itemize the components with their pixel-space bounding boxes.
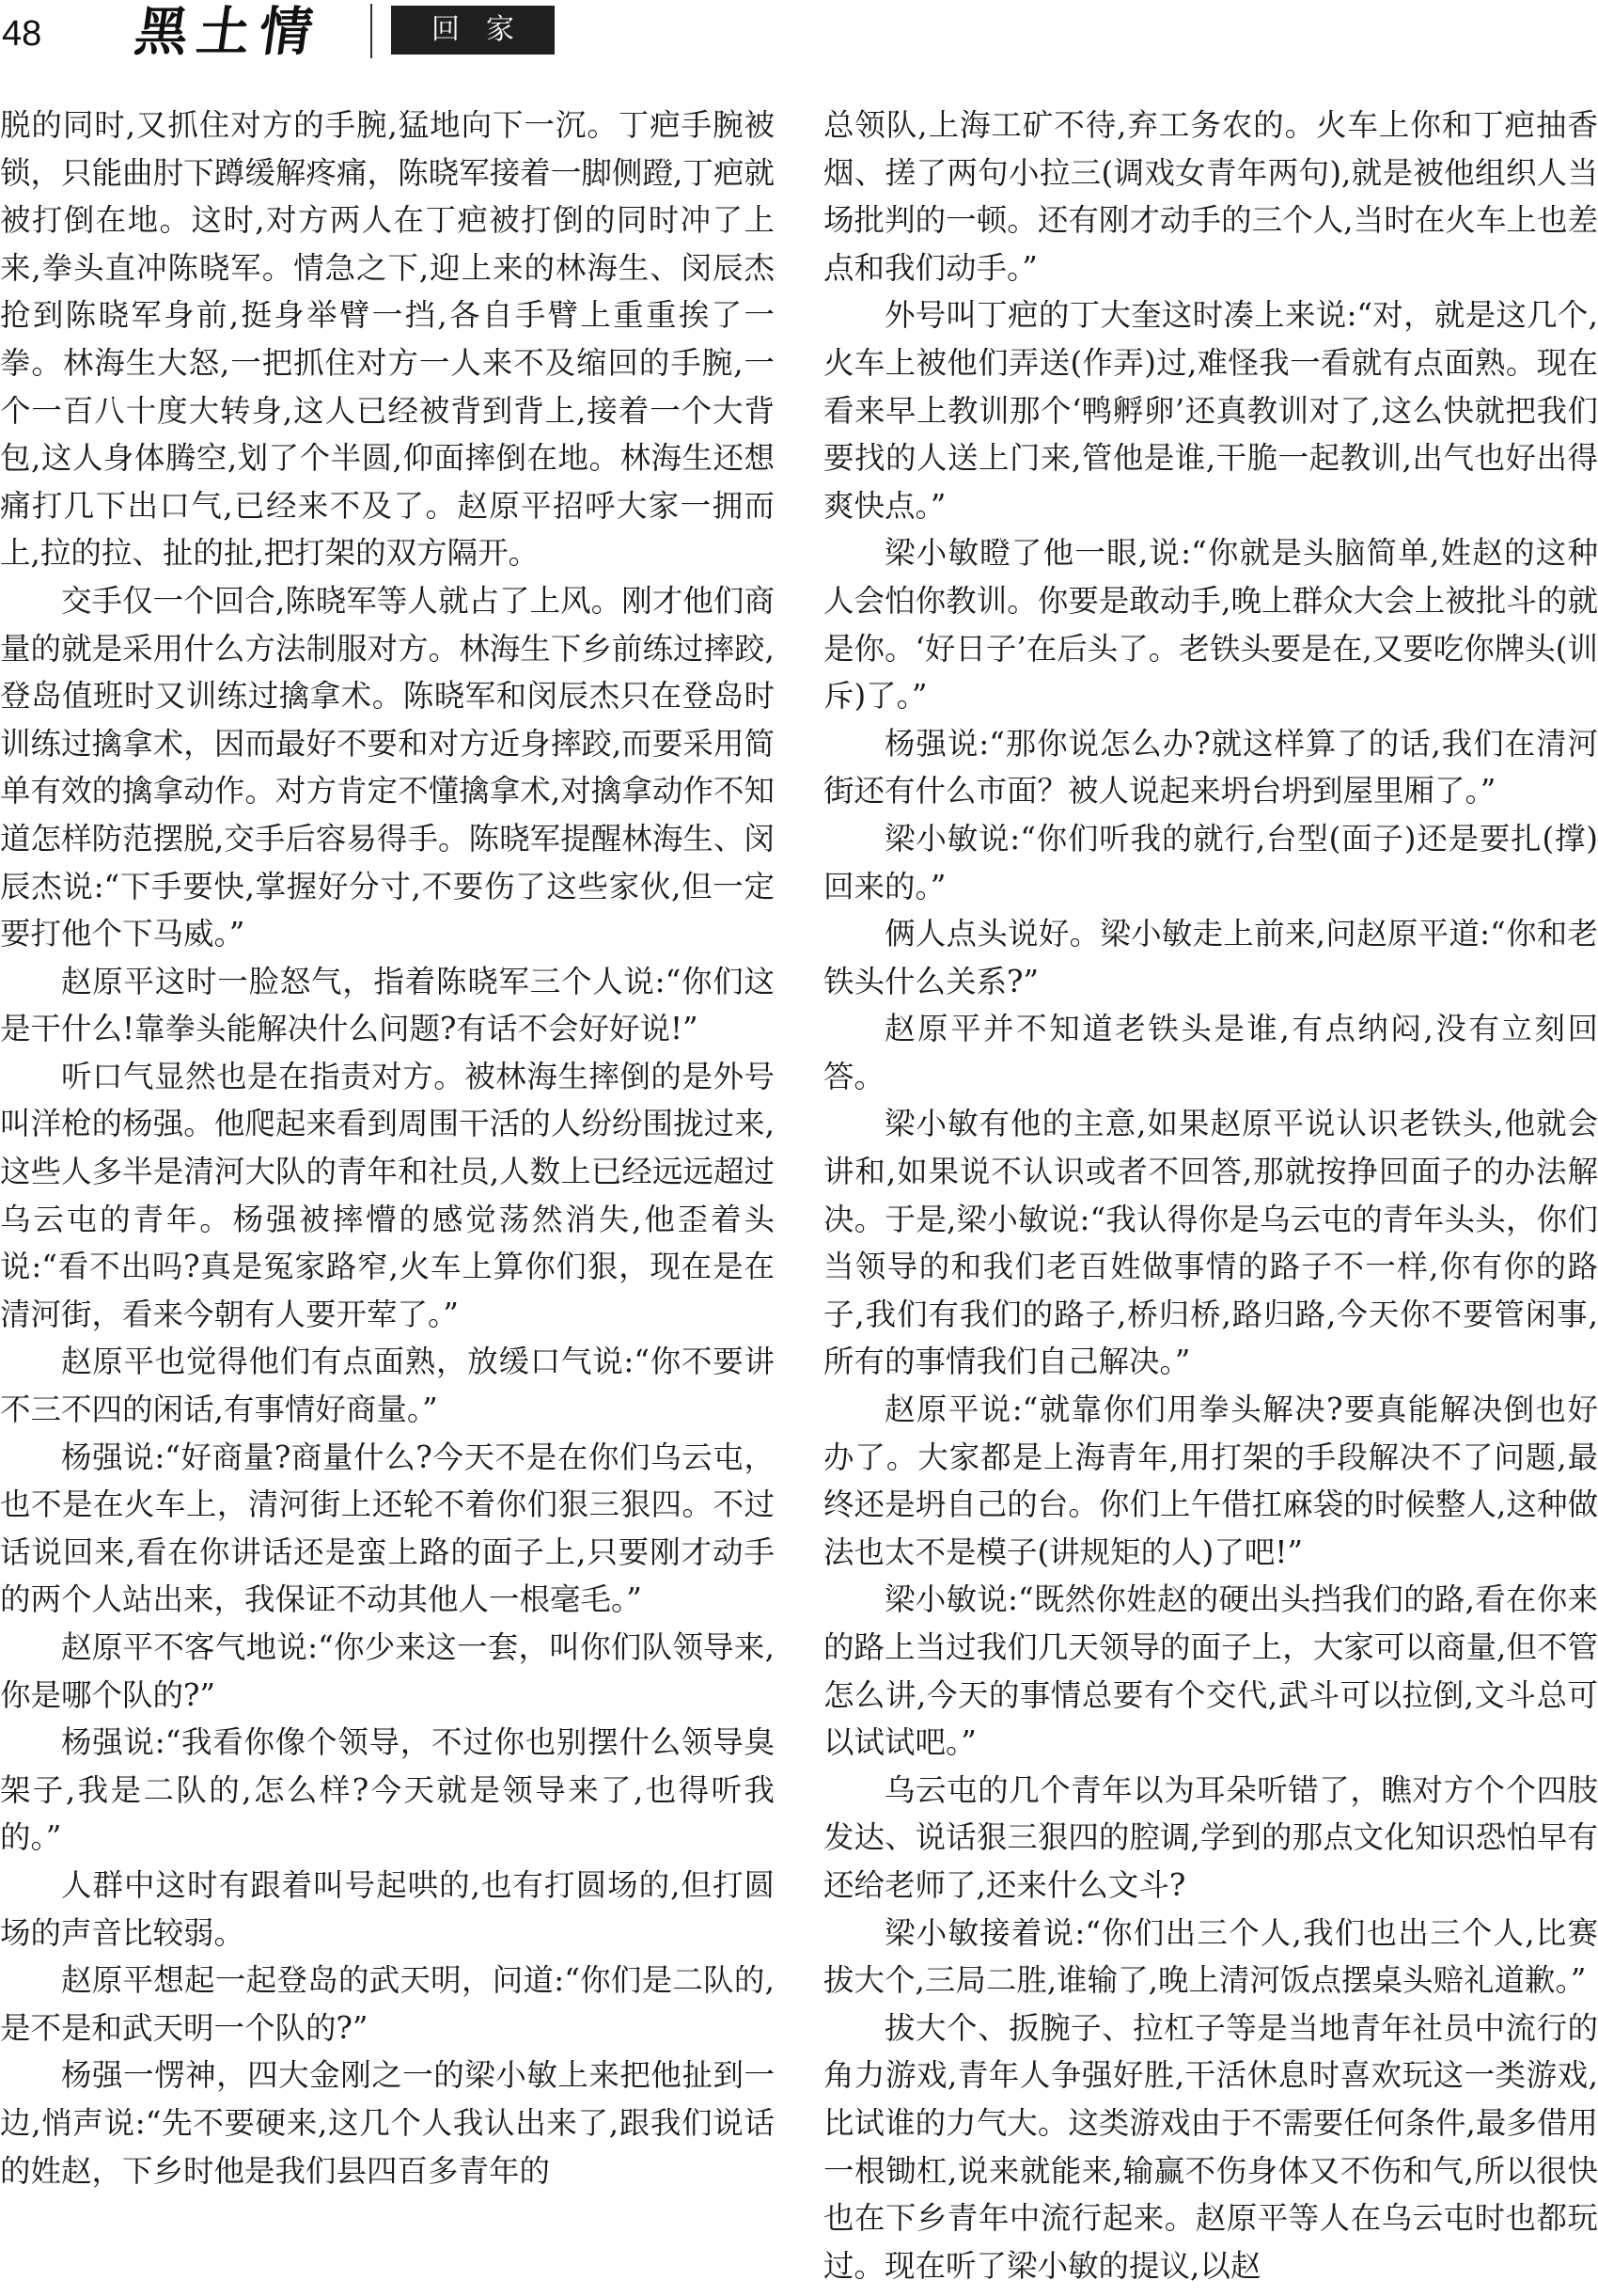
- left-column: [0, 102, 775, 2194]
- paragraph: 脱的同时,又抓住对方的手腕,猛地向下一沉。丁疤手腕被锁，只能曲肘下蹲缓解疼痛，陈晓军接着一脚侧蹬,丁疤就被打倒在地。这时,对方两人在丁疤被打倒的同时冲了上来,拳头直冲陈晓军。情急之下,迎上来的林海生、闵辰杰抢到陈晓军身前,挺身举臂一挡,各自手臂上重重挨了一拳。林海生大怒,一把抓住对方一人来不及缩回的手腕,一个一百八十度大转身,这人已经被背到背上,接着一个大背包,这人身体腾空,划了个半圆,仰面摔倒在地。林海生还想痛打几下出口气,已经来不及了。赵原平招呼大家一拥而上,拉的拉、扯的扯,把打架的双方隔开。: [0, 107, 775, 572]
- paragraph: 梁小敏有他的主意,如果赵原平说认识老铁头,他就会讲和,如果说不认识或者不回答,那就按挣回面子的办法解决。于是,梁小敏说:“我认得你是乌云屯的青年头头，你们当领导的和我们老百姓做事情的路子不一样,你有你的路子,我们有我们的路子,桥归桥,路归路,今天你不要管闲事,所有的事情我们自己解决。”: [823, 1106, 1598, 1380]
- paragraph: 赵原平也觉得他们有点面熟，放缓口气说:“你不要讲不三不四的闲话,有事情好商量。”: [0, 1344, 775, 1428]
- paragraph: 杨强一愣神，四大金刚之一的梁小敏上来把他扯到一边,悄声说:“先不要硬来,这几个人我认出来了,跟我们说话的姓赵，下乡时他是我们县四百多青年的: [0, 2057, 775, 2189]
- magazine-logo: 黑土情: [131, 1, 326, 63]
- paragraph: 梁小敏瞪了他一眼,说:“你就是头脑简单,姓赵的这种人会怕你教训。你要是敢动手,晚上群众大会上被批斗的就是你。‘好日子’在后头了。老铁头要是在,又要吃你牌头(训斥)了。”: [823, 535, 1598, 715]
- paragraph: 俩人点头说好。梁小敏走上前来,问赵原平道:“你和老铁头什么关系?”: [823, 916, 1598, 999]
- paragraph: 赵原平说:“就靠你们用拳头解决?要真能解决倒也好办了。大家都是上海青年,用打架的手段解决不了问题,最终还是坍自己的台。你们上午借扛麻袋的时候整人,这种做法也太不是模子(讲规矩的人)了吧!”: [823, 1392, 1598, 1570]
- paragraph: 杨强说:“好商量?商量什么?今天不是在你们乌云屯，也不是在火车上，清河街上还轮不着你们狠三狠四。不过话说回来,看在你讲话还是蛮上路的面子上,只要刚才动手的两个人站出来，我保证不动其他人一根毫毛。”: [0, 1439, 775, 1618]
- page-header: [0, 0, 1598, 68]
- right-column: [823, 102, 1598, 2289]
- paragraph: 赵原平想起一起登岛的武天明，问道:“你们是二队的,是不是和武天明一个队的?”: [0, 1962, 775, 2046]
- paragraph: 赵原平不客气地说:“你少来这一套，叫你们队领导来,你是哪个队的?”: [0, 1629, 775, 1713]
- section-tag: 回家: [391, 6, 555, 55]
- paragraph: 拔大个、扳腕子、拉杠子等是当地青年社员中流行的角力游戏,青年人争强好胜,干活休息时喜欢玩这一类游戏,比试谁的力气大。这类游戏由于不需要任何条件,最多借用一根锄杠,说来就能来,输赢不伤身体又不伤和气,所以很快也在下乡青年中流行起来。赵原平等人在乌云屯时也都玩过。现在听了梁小敏的提议,以赵: [823, 2009, 1598, 2284]
- paragraph: 交手仅一个回合,陈晓军等人就占了上风。刚才他们商量的就是采用什么方法制服对方。林海生下乡前练过摔跤,登岛值班时又训练过擒拿术。陈晓军和闵辰杰只在登岛时训练过擒拿术，因而最好不要和对方近身摔跤,而要采用简单有效的擒拿动作。对方肯定不懂擒拿术,对擒拿动作不知道怎样防范摆脱,交手后容易得手。陈晓军提醒林海生、闵辰杰说:“下手要快,掌握好分寸,不要伤了这些家伙,但一定要打他个下马威。”: [0, 582, 775, 952]
- paragraph: 外号叫丁疤的丁大奎这时凑上来说:“对，就是这几个,火车上被他们弄送(作弄)过,难怪我一看就有点面熟。现在看来早上教训那个‘鸭孵卵’还真教训对了,这么快就把我们要找的人送上门来,管他是谁,干脆一起教训,出气也好出得爽快点。”: [823, 297, 1598, 524]
- page-number: 48: [2, 14, 42, 54]
- paragraph: 杨强说:“那你说怎么办?就这样算了的话,我们在清河街还有什么市面？被人说起来坍台坍到屋里厢了。”: [823, 725, 1598, 810]
- paragraph: 听口气显然也是在指责对方。被林海生摔倒的是外号叫洋枪的杨强。他爬起来看到周围干活的人纷纷围拢过来,这些人多半是清河大队的青年和社员,人数上已经远远超过乌云屯的青年。杨强被摔懵的感觉荡然消失,他歪着头说:“看不出吗?真是冤家路窄,火车上算你们狠，现在是在清河街，看来今朝有人要开荤了。”: [0, 1058, 775, 1332]
- paragraph: 人群中这时有跟着叫号起哄的,也有打圆场的,但打圆场的声音比较弱。: [0, 1866, 775, 1951]
- header-divider: [370, 4, 372, 58]
- paragraph: 赵原平并不知道老铁头是谁,有点纳闷,没有立刻回答。: [823, 1011, 1598, 1094]
- paragraph: 杨强说:“我看你像个领导，不过你也别摆什么领导臭架子,我是二队的,怎么样?今天就是领导来了,也得听我的。”: [0, 1724, 775, 1856]
- paragraph: 梁小敏说:“既然你姓赵的硬出头挡我们的路,看在你来的路上当过我们几天领导的面子上，大家可以商量,但不管怎么讲,今天的事情总要有个交代,武斗可以拉倒,文斗总可以试试吧。”: [823, 1581, 1598, 1761]
- paragraph: 乌云屯的几个青年以为耳朵听错了，瞧对方个个四肢发达、说话狠三狠四的腔调,学到的那点文化知识恐怕早有还给老师了,还来什么文斗?: [823, 1771, 1598, 1903]
- paragraph: 梁小敏接着说:“你们出三个人,我们也出三个人,比赛拔大个,三局二胜,谁输了,晚上清河饭点摆桌头赔礼道歉。”: [823, 1914, 1598, 1999]
- paragraph: 梁小敏说:“你们听我的就行,台型(面子)还是要扎(撑)回来的。”: [823, 820, 1598, 904]
- paragraph: 赵原平这时一脸怒气，指着陈晓军三个人说:“你们这是干什么!靠拳头能解决什么问题?有话不会好好说!”: [0, 963, 775, 1047]
- paragraph: 总领队,上海工矿不待,弃工务农的。火车上你和丁疤抽香烟、搓了两句小拉三(调戏女青年两句),就是被他组织人当场批判的一顿。还有刚才动手的三个人,当时在火车上也差点和我们动手。”: [823, 107, 1598, 286]
